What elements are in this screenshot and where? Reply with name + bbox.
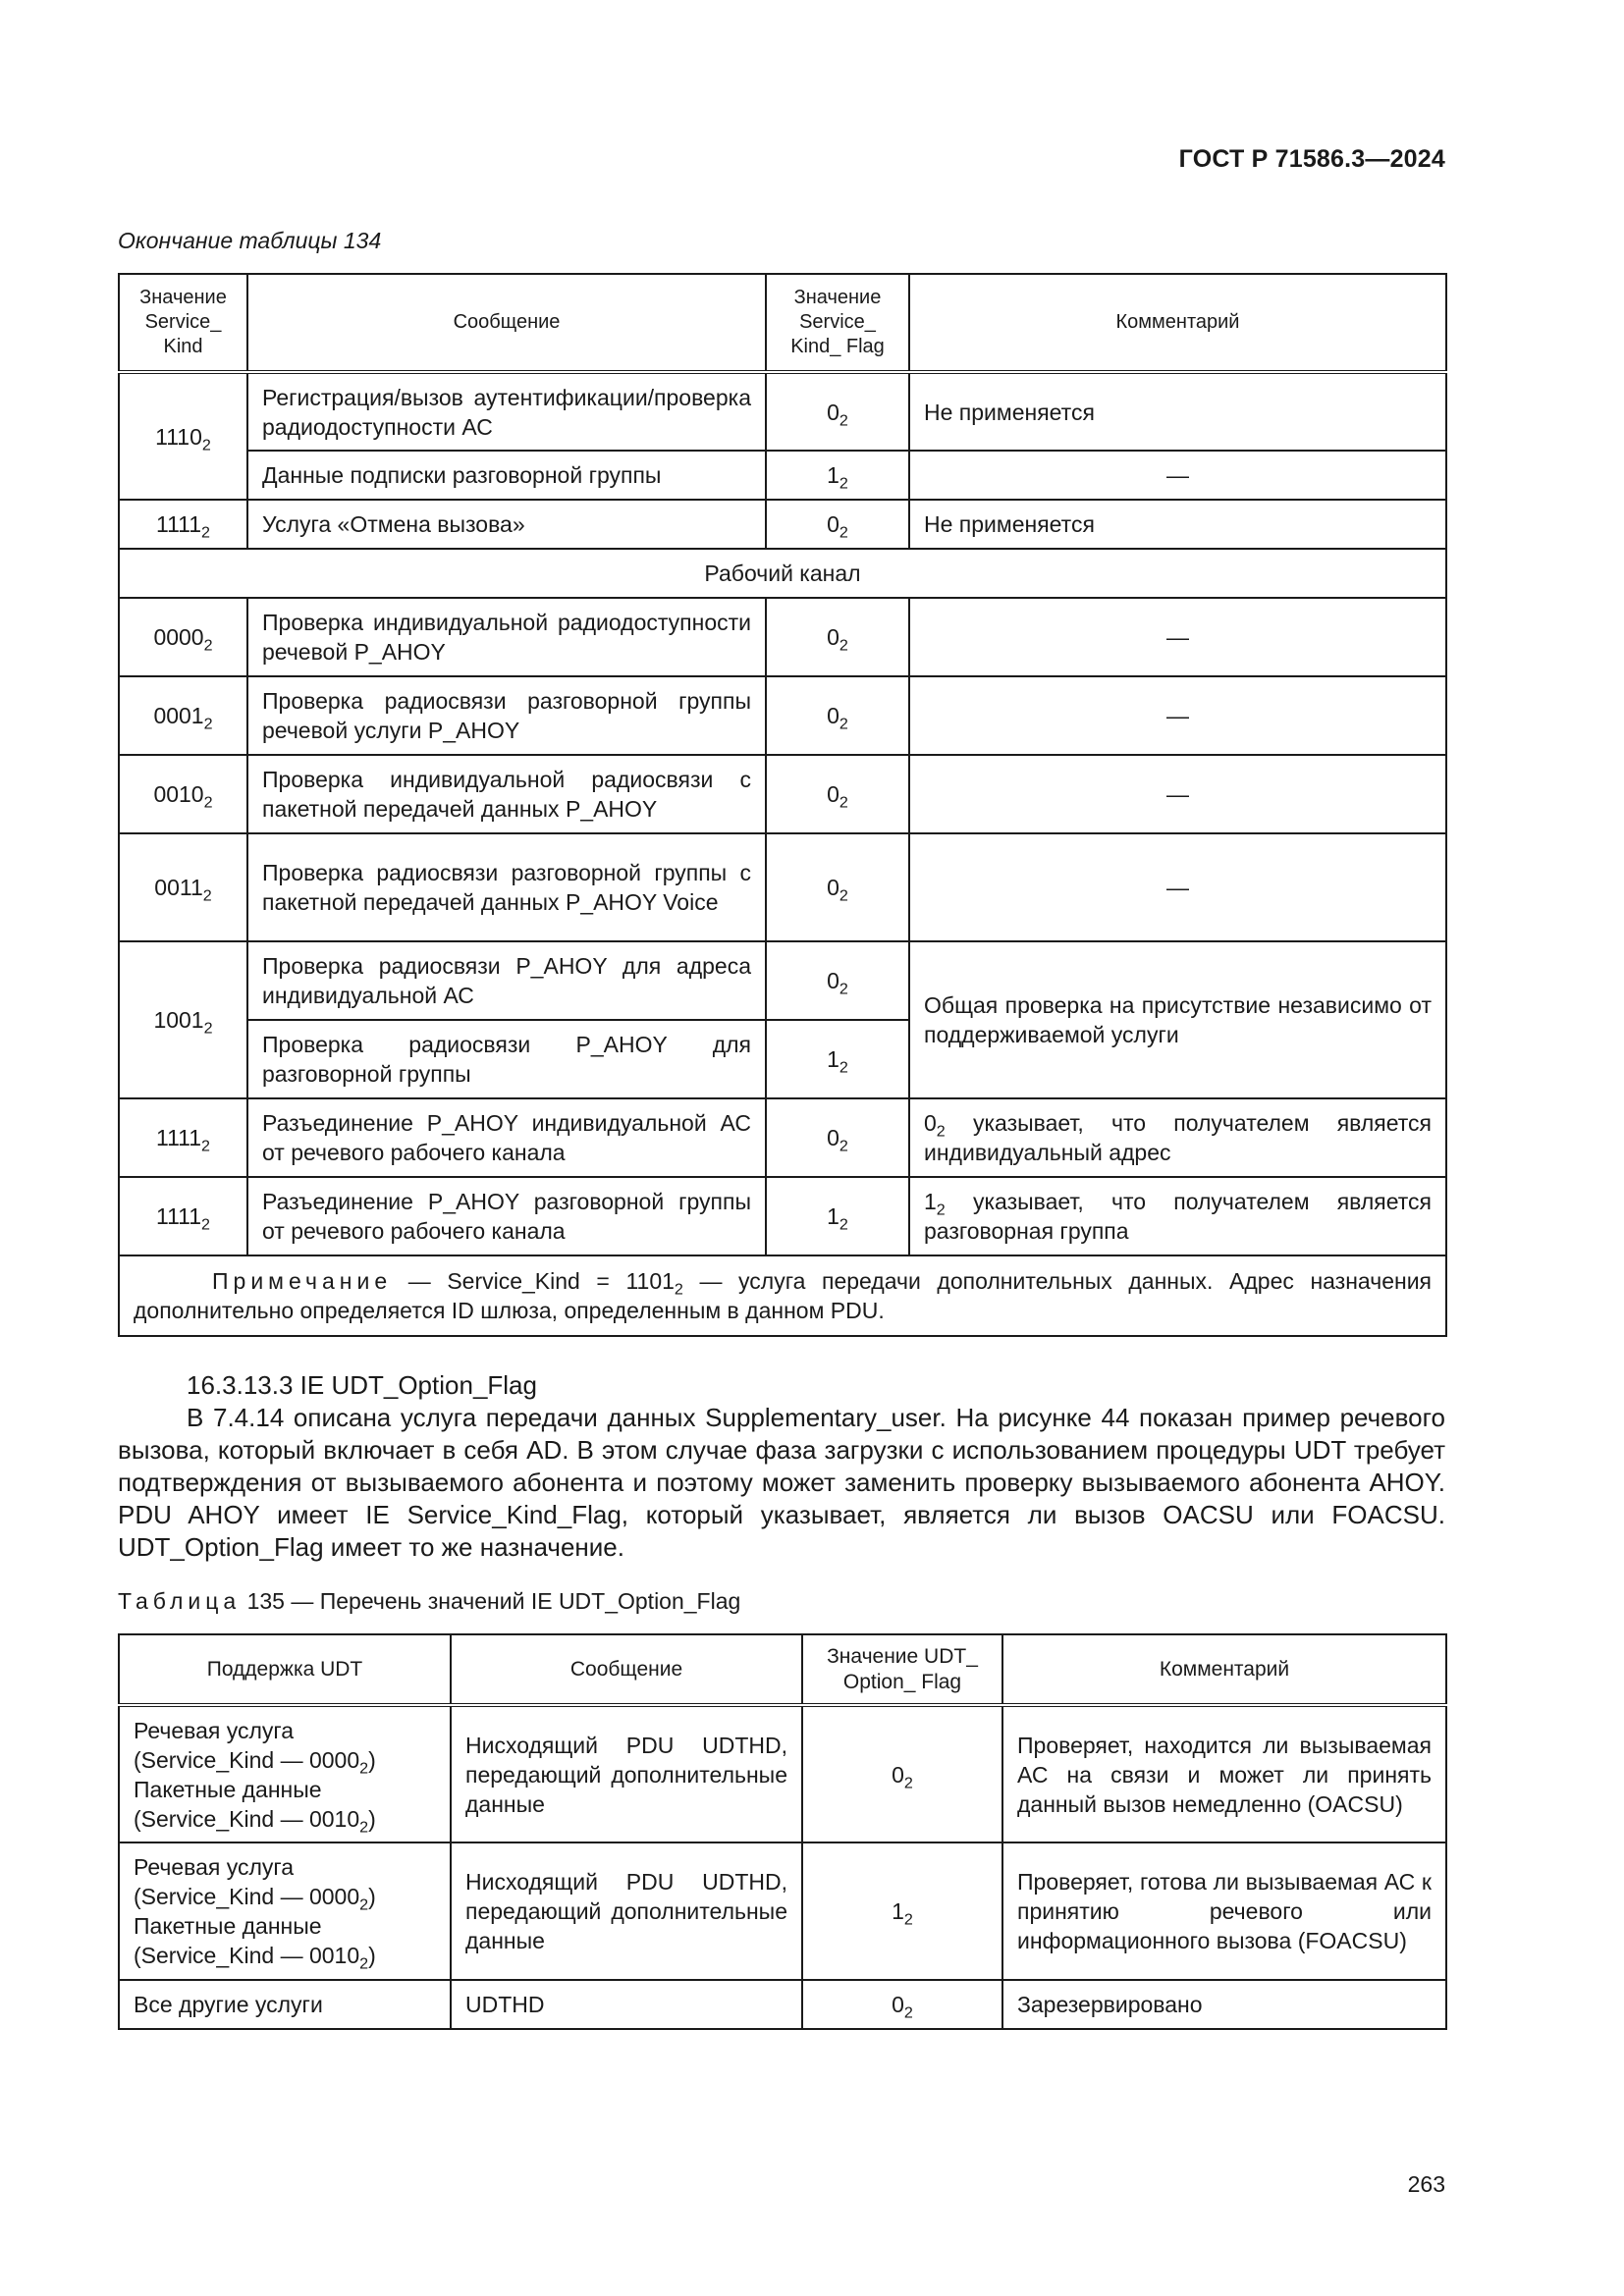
table-row [119,372,1446,451]
section-row [119,549,1446,598]
table-row [119,1842,1446,1980]
kind-cell: $1001_2$ [119,941,247,1098]
table-row [119,451,1446,500]
flag-cell: $0_2$ [766,372,909,451]
comment-cell: Проверяет, готова ли вызываемая АС к принятию речевого или информационного вызова (FOACSU) [1002,1842,1446,1980]
header-comment: Комментарий [1002,1634,1446,1705]
flag-cell: $0_2$ [766,500,909,549]
table-row [119,676,1446,755]
page-number: 263 [1407,2171,1445,2197]
message-cell: Регистрация/вызов аутентификации/проверка радиодоступности АС [247,372,766,451]
message-cell: Разъединение P_AHOY индивидуальной АС от речевого рабочего канала [247,1098,766,1177]
flag-cell: $0_2$ [766,676,909,755]
table-row [119,755,1446,833]
section-paragraph: В 7.4.14 описана услуга передачи данных Supplementary_user. На рисунке 44 показан пример речевого вызова, который включает в себя AD. В этом случае фаза загрузки с использованием процедуры UDT требует подтверждения от вызываемого абонента и поэтому может заменить проверку вызываемого абонента AHOY. PDU AHOY имеет IE Service_Kind_Flag, который указывает, является ли вызов OACSU или FOACSU. UDT_Option_Flag имеет то же назначение. [118,1403,1445,1562]
table-row [119,1098,1446,1177]
kind-cell: $0001_2$ [119,676,247,755]
header-kind-flag: Значение Service_ Kind_ Flag [766,274,909,372]
header-service-kind: Значение Service_ Kind [119,274,247,372]
comment-cell: Зарезервировано [1002,1980,1446,2029]
comment-cell: Проверяет, находится ли вызываемая АС на связи и может ли принять данный вызов немедленно (OACSU) [1002,1705,1446,1842]
kind-cell: $1110_2$ [119,372,247,500]
table-note: Примечание — Service_Kind = $1101_2$ — услуга передачи дополнительных данных. Адрес назначения дополнительно определяется ID шлюза, определенным в данном PDU. [119,1255,1446,1336]
flag-cell: $0_2$ [766,598,909,676]
support-cell: Речевая услуга (Service_Kind — $0000_2$) Пакетные данные (Service_Kind — $0010_2$) [119,1705,451,1842]
table-134-caption: Окончание таблицы 134 [118,228,382,253]
table-row [119,1177,1446,1255]
table-row [119,500,1446,549]
header-comment: Комментарий [909,274,1446,372]
flag-cell: $0_2$ [766,755,909,833]
message-cell: Проверка радиосвязи P_AHOY для адреса индивидуальной АС [247,941,766,1020]
table-135 [118,1633,1447,2030]
table-135-caption: Таблица 135 — Перечень значений IE UDT_Option_Flag [118,1588,741,1614]
message-cell: Проверка индивидуальной радиосвязи с пакетной передачей данных P_AHOY [247,755,766,833]
header-udt-support: Поддержка UDT [119,1634,451,1705]
message-cell: Услуга «Отмена вызова» [247,500,766,549]
table-135-header-row [119,1634,1446,1705]
message-cell: Разъединение P_AHOY разговорной группы от речевого рабочего канала [247,1177,766,1255]
kind-cell: $0011_2$ [119,833,247,941]
header-udt-flag: Значение UDT_ Option_ Flag [802,1634,1002,1705]
flag-cell: $0_2$ [766,941,909,1020]
comment-cell: $1_2$ указывает, что получателем является разговорная группа [909,1177,1446,1255]
flag-cell: $1_2$ [766,451,909,500]
comment-cell: — [909,755,1446,833]
table-row [119,941,1446,1020]
flag-cell: $0_2$ [802,1705,1002,1842]
support-cell: Все другие услуги [119,1980,451,2029]
comment-cell: — [909,833,1446,941]
kind-cell: $0010_2$ [119,755,247,833]
support-cell: Речевая услуга (Service_Kind — $0000_2$) Пакетные данные (Service_Kind — $0010_2$) [119,1842,451,1980]
comment-cell: $0_2$ указывает, что получателем является индивидуальный адрес [909,1098,1446,1177]
comment-cell: — [909,451,1446,500]
standard-header: ГОСТ Р 71586.3—2024 [1178,145,1445,173]
table-row [119,598,1446,676]
flag-cell: $0_2$ [766,1098,909,1177]
note-label: Примечание [212,1268,393,1294]
section-label: Рабочий канал [119,549,1446,598]
table-row [119,833,1446,941]
message-cell: Нисходящий PDU UDTHD, передающий дополнительные данные [451,1705,802,1842]
message-cell: Проверка радиосвязи P_AHOY для разговорной группы [247,1020,766,1098]
flag-cell: $1_2$ [802,1842,1002,1980]
kind-cell: $1111_2$ [119,1098,247,1177]
message-cell: Проверка индивидуальной радиодоступности речевой P_AHOY [247,598,766,676]
message-cell: Проверка радиосвязи разговорной группы речевой услуги P_AHOY [247,676,766,755]
flag-cell: $0_2$ [766,833,909,941]
comment-cell: Общая проверка на присутствие независимо от поддерживаемой услуги [909,941,1446,1098]
table-row [119,1705,1446,1842]
table-134 [118,273,1447,1337]
comment-cell: — [909,676,1446,755]
comment-cell: — [909,598,1446,676]
message-cell: Данные подписки разговорной группы [247,451,766,500]
comment-cell: Не применяется [909,372,1446,451]
message-cell: Проверка радиосвязи разговорной группы с пакетной передачей данных P_AHOY Voice [247,833,766,941]
kind-cell: $1111_2$ [119,500,247,549]
message-cell: UDTHD [451,1980,802,2029]
section-heading: 16.3.13.3 IE UDT_Option_Flag [187,1370,537,1400]
flag-cell: $1_2$ [766,1020,909,1098]
note-row [119,1255,1446,1336]
header-message: Сообщение [247,274,766,372]
header-message: Сообщение [451,1634,802,1705]
kind-cell: $1111_2$ [119,1177,247,1255]
comment-cell: Не применяется [909,500,1446,549]
kind-cell: $0000_2$ [119,598,247,676]
table-row [119,1980,1446,2029]
flag-cell: $1_2$ [766,1177,909,1255]
flag-cell: $0_2$ [802,1980,1002,2029]
table-134-header-row [119,274,1446,372]
message-cell: Нисходящий PDU UDTHD, передающий дополнительные данные [451,1842,802,1980]
